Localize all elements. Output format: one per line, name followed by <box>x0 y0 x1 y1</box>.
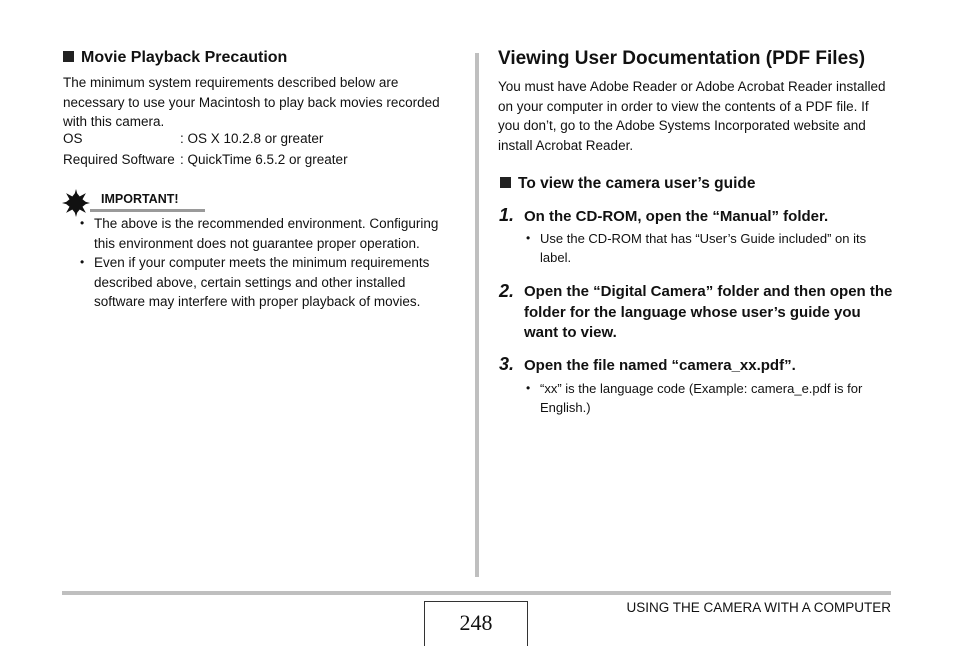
pdf-docs-heading: Viewing User Documentation (PDF Files) <box>498 48 866 69</box>
important-underline <box>90 209 205 212</box>
list-item <box>526 379 891 417</box>
list-item <box>526 229 891 267</box>
list-item <box>80 253 460 312</box>
list-item-text: Even if your computer meets the minimum requirements described above, certain settings and other installed software may interfere with proper playback of movies. <box>94 255 430 309</box>
important-label: IMPORTANT! <box>101 192 179 206</box>
list-item-text: Use the CD-ROM that has “User’s Guide included” on its label. <box>540 231 867 265</box>
step-bullet-list <box>526 229 891 267</box>
spec-label: Required Software <box>63 152 175 167</box>
step-number: 1. <box>499 205 515 225</box>
square-bullet-icon <box>63 51 74 62</box>
step-text: Open the “Digital Camera” folder and then open the folder for the language whose user’s guide you want to view. <box>524 283 893 341</box>
step-bullet-list <box>526 379 891 417</box>
bullet-dot: • <box>80 216 85 230</box>
bullet-dot: • <box>526 231 531 245</box>
spec-row-os <box>63 131 323 146</box>
bullet-dot: • <box>80 255 85 269</box>
movie-playback-heading <box>63 49 287 67</box>
list-item-text: “xx” is the language code (Example: camera_e.pdf is for English.) <box>540 381 863 415</box>
step-text: Open the file named “camera_xx.pdf”. <box>524 357 796 374</box>
starburst-icon <box>62 189 90 217</box>
list-item-text: The above is the recommended environment. Configuring this environment does not guarantee proper operation. <box>94 216 439 251</box>
spec-value: : OS X 10.2.8 or greater <box>180 131 324 146</box>
view-guide-subheading-text: To view the camera user’s guide <box>518 175 756 192</box>
spec-label: OS <box>63 131 83 146</box>
spec-row-software <box>63 152 348 167</box>
footer-section-title: USING THE CAMERA WITH A COMPUTER <box>626 600 891 615</box>
column-divider <box>475 53 479 577</box>
list-item <box>80 214 460 253</box>
important-callout <box>62 189 207 215</box>
important-bullet-list <box>80 214 460 312</box>
system-requirements-intro: The minimum system requirements described below are necessary to use your Macintosh to play back movies recorded with this camera. <box>63 75 440 129</box>
step-number: 3. <box>499 354 515 374</box>
footer-divider <box>62 591 891 595</box>
movie-playback-heading-text: Movie Playback Precaution <box>81 49 288 66</box>
step-number: 2. <box>499 281 515 301</box>
page-number: 248 <box>459 610 493 635</box>
pdf-docs-intro: You must have Adobe Reader or Adobe Acrobat Reader installed on your computer in order to view the contents of a PDF file. If you don’t, go to the Adobe Systems Incorporated website and install Acrobat Reader. <box>498 79 886 153</box>
bullet-dot: • <box>526 381 531 395</box>
square-bullet-icon <box>500 177 511 188</box>
spec-value: : QuickTime 6.5.2 or greater <box>180 152 348 167</box>
step-text: On the CD-ROM, open the “Manual” folder. <box>524 208 829 225</box>
view-guide-subheading <box>500 175 755 193</box>
page-number-box <box>424 601 528 646</box>
